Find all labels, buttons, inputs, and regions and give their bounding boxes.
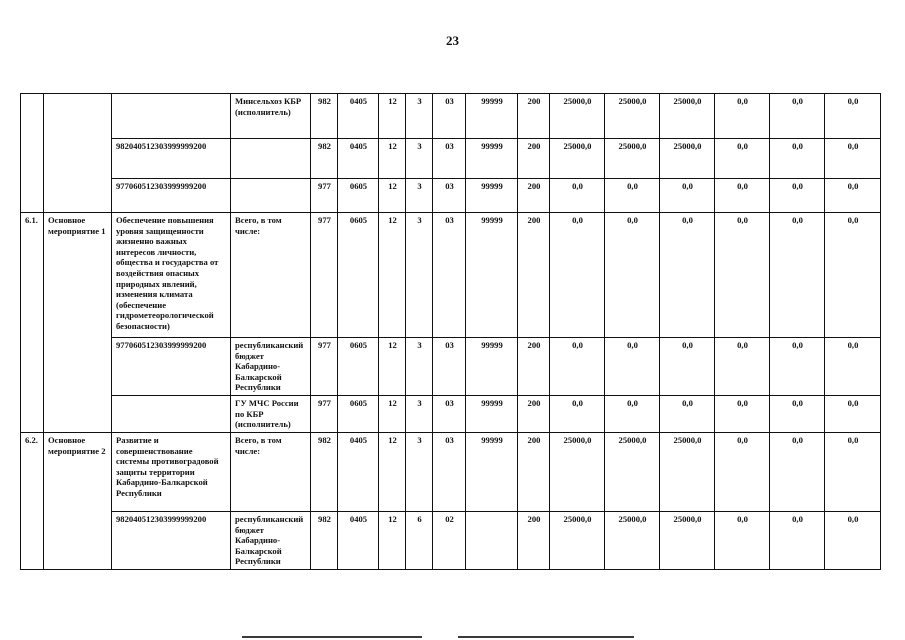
rzpr-cell: 0405 [338, 433, 379, 512]
amount-cell: 0,0 [770, 338, 825, 396]
amount-cell: 0,0 [715, 433, 770, 512]
item-code-cell: 6.1. [21, 213, 44, 433]
amount-cell: 0,0 [660, 179, 715, 213]
rzpr-cell: 0605 [338, 179, 379, 213]
amount-cell: 0,0 [825, 338, 881, 396]
amount-cell: 25000,0 [605, 94, 660, 139]
amount-cell: 0,0 [825, 396, 881, 433]
amount-cell: 0,0 [605, 338, 660, 396]
kbk-cell: 982040512303999999200 [112, 512, 231, 570]
amount-cell: 0,0 [715, 512, 770, 570]
source-cell: Минсельхоз КБР (исполнитель) [231, 94, 311, 139]
source-cell: Всего, в том числе: [231, 433, 311, 512]
code-part-cell: 3 [406, 179, 433, 213]
amount-cell: 25000,0 [660, 433, 715, 512]
rzpr-cell: 0405 [338, 139, 379, 179]
code-part-cell: 99999 [466, 179, 518, 213]
type-cell [44, 94, 112, 213]
vr-cell: 200 [518, 213, 550, 338]
grbs-cell: 982 [311, 139, 338, 179]
amount-cell: 0,0 [825, 94, 881, 139]
vr-cell: 200 [518, 396, 550, 433]
amount-cell: 0,0 [715, 396, 770, 433]
amount-cell: 0,0 [605, 213, 660, 338]
item-type-cell: Основное мероприятие 2 [44, 433, 112, 570]
code-part-cell: 03 [433, 179, 466, 213]
code-part-cell: 03 [433, 139, 466, 179]
amount-cell: 25000,0 [660, 512, 715, 570]
table-row [21, 338, 881, 396]
grbs-cell: 977 [311, 338, 338, 396]
amount-cell: 25000,0 [660, 139, 715, 179]
amount-cell: 0,0 [660, 338, 715, 396]
code-part-cell: 12 [379, 94, 406, 139]
grbs-cell: 982 [311, 433, 338, 512]
code-part-cell: 3 [406, 338, 433, 396]
amount-cell: 0,0 [715, 139, 770, 179]
amount-cell: 0,0 [770, 433, 825, 512]
rzpr-cell: 0405 [338, 512, 379, 570]
amount-cell: 0,0 [770, 213, 825, 338]
amount-cell: 0,0 [825, 512, 881, 570]
code-part-cell: 03 [433, 433, 466, 512]
amount-cell: 25000,0 [605, 139, 660, 179]
table-row [21, 396, 881, 433]
code-part-cell: 99999 [466, 139, 518, 179]
amount-cell: 25000,0 [550, 94, 605, 139]
code-part-cell: 02 [433, 512, 466, 570]
code-part-cell: 03 [433, 396, 466, 433]
amount-cell: 0,0 [715, 179, 770, 213]
amount-cell: 25000,0 [550, 433, 605, 512]
vr-cell: 200 [518, 512, 550, 570]
rzpr-cell: 0405 [338, 94, 379, 139]
code-part-cell: 99999 [466, 94, 518, 139]
table-row [21, 139, 881, 179]
source-cell: республиканский бюджет Кабардино-Балкарской Республики [231, 338, 311, 396]
vr-cell: 200 [518, 338, 550, 396]
amount-cell: 25000,0 [660, 94, 715, 139]
item-type-cell: Основное мероприятие 1 [44, 213, 112, 433]
kbk-cell [112, 396, 231, 433]
code-part-cell: 12 [379, 139, 406, 179]
table-row [21, 94, 881, 139]
code-part-cell: 99999 [466, 338, 518, 396]
code-part-cell: 12 [379, 338, 406, 396]
vr-cell: 200 [518, 179, 550, 213]
amount-cell: 0,0 [715, 213, 770, 338]
grbs-cell: 977 [311, 213, 338, 338]
code-part-cell: 3 [406, 139, 433, 179]
code-part-cell: 99999 [466, 213, 518, 338]
table-row [21, 433, 881, 512]
vr-cell: 200 [518, 94, 550, 139]
amount-cell: 0,0 [605, 179, 660, 213]
code-part-cell: 03 [433, 338, 466, 396]
table-row [21, 179, 881, 213]
amount-cell: 0,0 [605, 396, 660, 433]
grbs-cell: 977 [311, 179, 338, 213]
amount-cell: 0,0 [550, 338, 605, 396]
table-row [21, 512, 881, 570]
rzpr-cell: 0605 [338, 213, 379, 338]
amount-cell: 0,0 [715, 338, 770, 396]
amount-cell: 0,0 [550, 396, 605, 433]
scan-artifact [458, 636, 634, 638]
code-part-cell: 12 [379, 433, 406, 512]
budget-table [20, 93, 881, 570]
amount-cell: 25000,0 [605, 512, 660, 570]
source-cell: Всего, в том числе: [231, 213, 311, 338]
amount-cell: 0,0 [825, 213, 881, 338]
code-part-cell: 3 [406, 213, 433, 338]
code-part-cell: 99999 [466, 396, 518, 433]
amount-cell: 0,0 [770, 512, 825, 570]
amount-cell: 25000,0 [550, 512, 605, 570]
amount-cell: 0,0 [770, 139, 825, 179]
item-name-cell: Обеспечение повышения уровня защищенности жизненно важных интересов личности, общества и государства от воздействия опасных природных явлений, изменения климата (обеспечение гидрометеорологической безопасности) [112, 213, 231, 338]
code-part-cell: 03 [433, 213, 466, 338]
item-code-cell: 6.2. [21, 433, 44, 570]
amount-cell: 0,0 [660, 213, 715, 338]
source-cell [231, 139, 311, 179]
rzpr-cell: 0605 [338, 396, 379, 433]
grbs-cell: 982 [311, 94, 338, 139]
code-part-cell: 6 [406, 512, 433, 570]
code-part-cell: 12 [379, 179, 406, 213]
source-cell [231, 179, 311, 213]
kbk-cell: 977060512303999999200 [112, 179, 231, 213]
grbs-cell: 982 [311, 512, 338, 570]
amount-cell: 0,0 [715, 94, 770, 139]
kbk-cell: 982040512303999999200 [112, 139, 231, 179]
code-part-cell: 99999 [466, 433, 518, 512]
amount-cell: 25000,0 [605, 433, 660, 512]
amount-cell: 0,0 [825, 139, 881, 179]
amount-cell: 0,0 [770, 396, 825, 433]
source-cell: республиканский бюджет Кабардино-Балкарской Республики [231, 512, 311, 570]
code-part-cell: 03 [433, 94, 466, 139]
table-row [21, 213, 881, 338]
code-part-cell: 12 [379, 396, 406, 433]
amount-cell: 25000,0 [550, 139, 605, 179]
amount-cell: 0,0 [825, 433, 881, 512]
page-number: 23 [446, 33, 459, 48]
code-part-cell [466, 512, 518, 570]
amount-cell: 0,0 [770, 179, 825, 213]
vr-cell: 200 [518, 139, 550, 179]
item-name-cell: Развитие и совершенствование системы противоградовой защиты территории Кабардино-Балкарской Республики [112, 433, 231, 512]
grbs-cell: 977 [311, 396, 338, 433]
code-part-cell: 3 [406, 94, 433, 139]
amount-cell: 0,0 [550, 179, 605, 213]
kbk-cell: 977060512303999999200 [112, 338, 231, 396]
code-cell [21, 94, 44, 213]
name-cell [112, 94, 231, 139]
code-part-cell: 12 [379, 213, 406, 338]
rzpr-cell: 0605 [338, 338, 379, 396]
code-part-cell: 3 [406, 396, 433, 433]
source-cell: ГУ МЧС России по КБР (исполнитель) [231, 396, 311, 433]
amount-cell: 0,0 [550, 213, 605, 338]
amount-cell: 0,0 [825, 179, 881, 213]
amount-cell: 0,0 [660, 396, 715, 433]
scan-artifact [242, 636, 422, 638]
amount-cell: 0,0 [770, 94, 825, 139]
code-part-cell: 12 [379, 512, 406, 570]
vr-cell: 200 [518, 433, 550, 512]
code-part-cell: 3 [406, 433, 433, 512]
